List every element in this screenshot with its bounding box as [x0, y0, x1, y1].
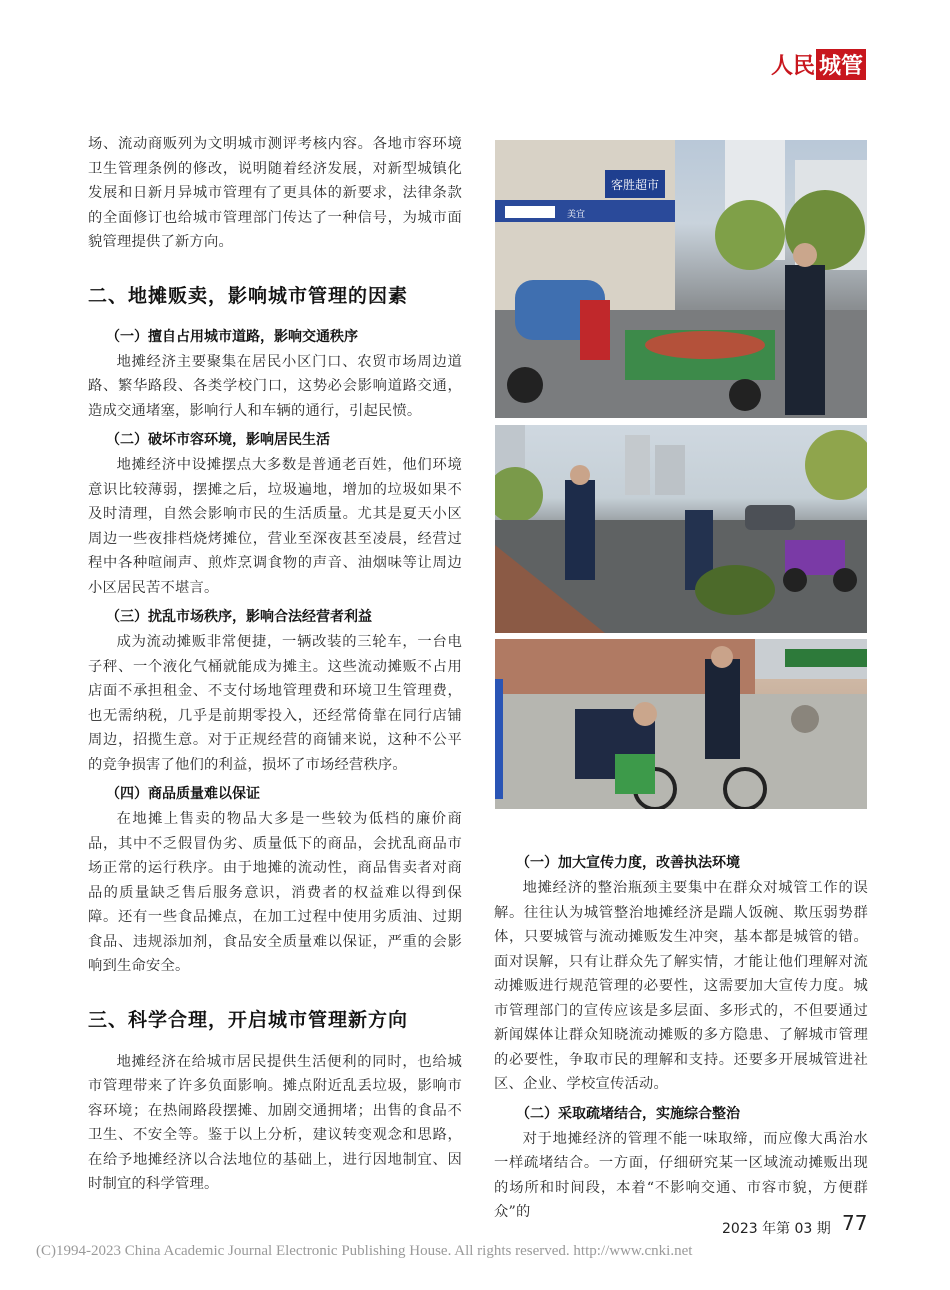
- photo-store-sign-2: 美宜: [567, 210, 586, 220]
- subsection-2-3-heading: （三）扰乱市场秩序，影响合法经营者利益: [106, 609, 372, 625]
- subsection-3-2-body: 对于地摊经济的管理不能一味取缔，而应像大禹治水一样疏堵结合。一方面，仔细研究某一区域流动摊贩出现的场所和时间段，本着“不影响交通、市容市貌，方便群众”的: [494, 1130, 868, 1220]
- subsection-2-4-body: 在地摊上售卖的物品大多是一些较为低档的廉价商品，其中不乏假冒伪劣、质量低下的商品，会扰乱商品市场正常的运行秩序。由于地摊的流动性，商品售卖者对商品的质量缺乏售后服务意识，消费者的权益难以得到保障。还有一些食品摊点，在加工过程中使用劣质油、过期食品、违规添加剂，食品安全质量难以保证，严重的会影响到生命安全。: [88, 811, 462, 974]
- copyright-notice: (C)1994-2023 China Academic Journal Electronic Publishing House. All rights reserved. http://www.cnki.net: [36, 1243, 693, 1259]
- magazine-brand: [771, 50, 866, 78]
- page-number: 77: [842, 1211, 868, 1235]
- intro-paragraph: 场、流动商贩列为文明城市测评考核内容。各地市容环境卫生管理条例的修改，说明随着经济发展，对新型城镇化发展和日新月异城市管理有了更具体的新要求，法律条款的全面修订也给城市管理部门传达了一种信号，为城市面貌管理提供了新方向。: [88, 136, 462, 250]
- subsection-2-2-body: 地摊经济中设摊摆点大多数是普通老百姓，他们环境意识比较薄弱，摆摊之后，垃圾遍地，增加的垃圾如果不及时清理，自然会影响市民的生活质量。尤其是夏天小区周边一些夜排档烧烤摊位，营业至深夜甚至凌晨，经营过程中各种喧闹声、煎炸烹调食物的声音、油烟味等让周边小区居民苦不堪言。: [88, 457, 462, 596]
- photo-officers-street-corner: [495, 425, 867, 633]
- subsection-3-1-heading: （一）加大宣传力度，改善执法环境: [516, 855, 740, 871]
- subsection-2-4-heading: （四）商品质量难以保证: [106, 786, 260, 802]
- brand-part-2: 城管: [816, 49, 866, 80]
- subsection-3-1-body: 地摊经济的整治瓶颈主要集中在群众对城管工作的误解。往往认为城管整治地摊经济是踹人饭碗、欺压弱势群体，只要城管与流动摊贩发生冲突，基本都是城管的错。面对误解，只有让群众先了解实情，才能让他们理解对流动摊贩进行规范管理的必要性，这需要加大宣传力度。城市管理部门的宣传应该是多层面、多形式的，不但要通过新闻媒体让群众知晓流动摊贩的多方隐患、了解城市管理的必要性，争取市民的理解和支持。还要多开展城管进社区、企业、学校宣传活动。: [494, 880, 868, 1092]
- left-column: [88, 132, 462, 1197]
- photo-store-sign: 客胜超市: [610, 178, 660, 192]
- section-2-heading: 二、地摊贩卖，影响城市管理的因素: [88, 284, 409, 307]
- subsection-3-2-heading: （二）采取疏堵结合，实施综合整治: [516, 1105, 740, 1122]
- subsection-2-2-heading: （二）破坏市容环境，影响居民生活: [106, 432, 330, 448]
- photo-street-vendor-tricycle: [495, 140, 867, 418]
- right-column: [494, 846, 868, 1225]
- subsection-2-3-body: 成为流动摊贩非常便捷，一辆改装的三轮车，一台电子秤、一个液化气桶就能成为摊主。这些流动摊贩不占用店面不承担租金、不支付场地管理费和环境卫生管理费，也无需纳税，几乎是前期零投入，还经常倚靠在同行店铺周边，招揽生意。对于正规经营的商铺来说，这种不公平的竞争损害了他们的利益，损坏了市场经营秩序。: [88, 634, 462, 773]
- photo-officer-with-bicycle-vendor: [495, 639, 867, 809]
- brand-part-1: 人民: [770, 53, 815, 79]
- section-3-heading: 三、科学合理，开启城市管理新方向: [88, 1008, 409, 1031]
- section-3-body: 地摊经济在给城市居民提供生活便利的同时，也给城市管理带来了许多负面影响。摊点附近乱丢垃圾，影响市容环境；在热闹路段摆摊、加剧交通拥堵；出售的食品不卫生、不安全等。鉴于以上分析，建议转变观念和思路，在给予地摊经济以合法地位的基础上，进行因地制宜、因时制宜的科学管理。: [88, 1053, 462, 1192]
- issue-label: 2023 年第 03 期: [722, 1221, 831, 1237]
- subsection-2-1-body: 地摊经济主要聚集在居民小区门口、农贸市场周边道路、繁华路段、各类学校门口，这势必会影响道路交通，造成交通堵塞，影响行人和车辆的通行，引起民愤。: [88, 353, 462, 419]
- subsection-2-1-heading: （一）擅自占用城市道路，影响交通秩序: [106, 328, 358, 345]
